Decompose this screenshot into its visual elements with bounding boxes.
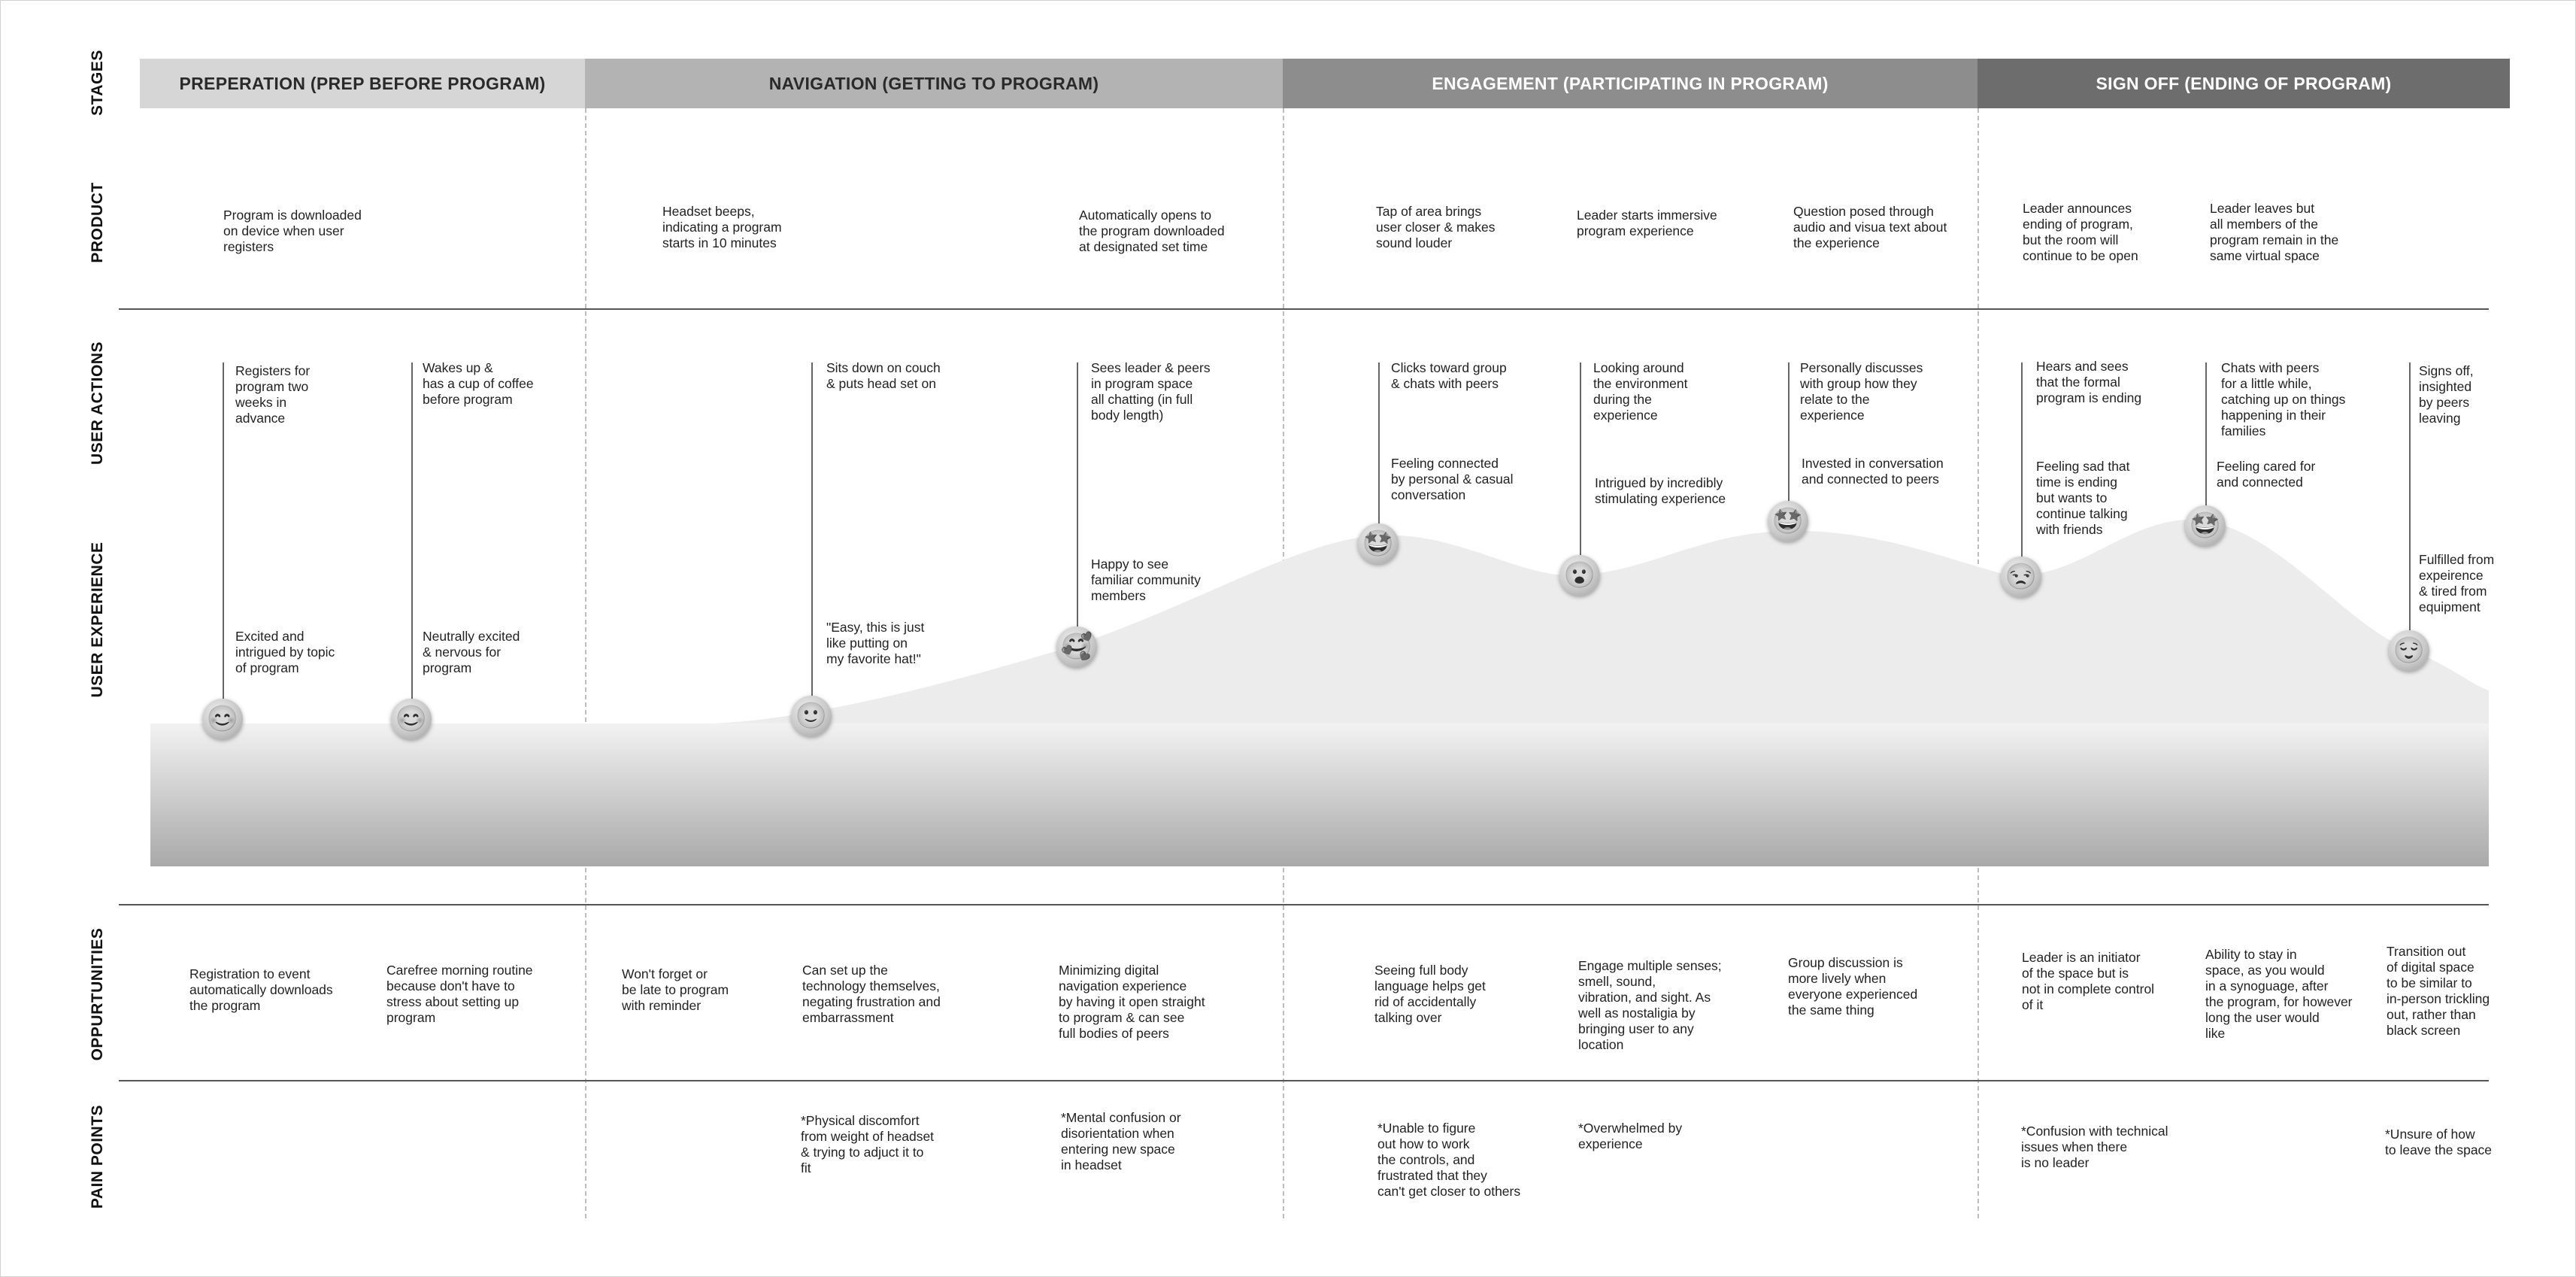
journey-pin: [2205, 362, 2207, 525]
user-action: Sits down on couch & puts head set on: [826, 360, 941, 391]
stage-preparation: PREPERATION (PREP BEFORE PROGRAM): [140, 59, 585, 108]
product-step: Question posed through audio and visua text about the experience: [1793, 204, 1947, 250]
product-step: Headset beeps, indicating a program starts in 10 minutes: [662, 204, 782, 250]
user-action: Sees leader & peers in program space all chatting (in full body length): [1091, 360, 1211, 423]
experience-note: Fulfilled from expeirence & tired from equipment: [2419, 552, 2495, 614]
user-action: Wakes up & has a cup of coffee before program: [423, 360, 534, 407]
user-action: Chats with peers for a little while, catching up on things happening in their families: [2221, 360, 2346, 438]
experience-note: Feeling connected by personal & casual conversation: [1391, 456, 1514, 502]
experience-base-band: [150, 723, 2489, 866]
journey-pin: [1378, 362, 1380, 543]
opportunity: Won't forget or be late to program with reminder: [622, 966, 729, 1013]
journey-pin: [811, 362, 813, 713]
opportunity: Carefree morning routine because don't have to stress about setting up program: [386, 963, 533, 1025]
product-step: Program is downloaded on device when user registers: [223, 208, 362, 254]
row-label-product: PRODUCT: [89, 182, 106, 263]
opportunity: Ability to stay in space, as you would in a synoguage, after the program, for however long the user would like: [2205, 947, 2353, 1041]
star-struck-face-icon: 🤩: [2185, 505, 2226, 546]
pain-point: *Confusion with technical issues when there is no leader: [2021, 1124, 2168, 1170]
row-label-stages: STAGES: [89, 50, 106, 116]
slight-smile-icon: 🙂: [791, 696, 832, 736]
smiling-face-icon: 😊: [202, 699, 243, 739]
journey-pin: [2021, 362, 2023, 575]
user-action: Hears and sees that the formal program is ending: [2036, 359, 2142, 405]
opportunity: Engage multiple senses; smell, sound, vibration, and sight. As well as nostaligia by bringing user to any location: [1578, 958, 1722, 1052]
product-step: Leader leaves but all members of the program remain in the same virtual space: [2210, 201, 2339, 263]
row-label-opportunities: OPPURTUNITIES: [89, 927, 106, 1061]
stage-sign-off: SIGN OFF (ENDING OF PROGRAM): [1977, 59, 2510, 108]
journey-pin: [1788, 362, 1790, 520]
opportunity: Can set up the technology themselves, negating frustration and embarrassment: [802, 963, 941, 1025]
product-step: Tap of area brings user closer & makes sound louder: [1376, 204, 1496, 250]
opportunity: Transition out of digital space to be similar to in-person trickling out, rather than black screen: [2387, 944, 2490, 1038]
row-label-pain-points: PAIN POINTS: [89, 1104, 106, 1209]
opportunity: Registration to event automatically downloads the program: [189, 966, 333, 1013]
surprised-face-icon: 😮: [1559, 555, 1600, 596]
experience-note: Neutrally excited & nervous for program: [423, 629, 520, 675]
experience-note: Feeling cared for and connected: [2217, 459, 2316, 490]
user-action: Registers for program two weeks in advance: [235, 363, 311, 426]
user-action: Looking around the environment during the experience: [1593, 360, 1688, 423]
opportunity: Leader is an initiator of the space but is not in complete control of it: [2022, 950, 2155, 1012]
pain-point: *Physical discomfort from weight of headset & trying to adjuct it to fit: [801, 1113, 935, 1175]
stage-navigation: NAVIGATION (GETTING TO PROGRAM): [585, 59, 1283, 108]
journey-pin: [223, 362, 224, 716]
pain-point: *Mental confusion or disorientation when entering new space in headset: [1061, 1110, 1181, 1172]
experience-note: Excited and intrigued by topic of program: [235, 629, 335, 675]
user-action: Signs off, insighted by peers leaving: [2419, 363, 2474, 426]
opportunity: Group discussion is more lively when everyone experienced the same thing: [1788, 955, 1918, 1018]
sad-face-icon: 😒: [2001, 557, 2041, 597]
heart-eyes-face-icon: 🥰: [1056, 626, 1097, 667]
pain-point: *Overwhelmed by experience: [1578, 1121, 1683, 1151]
product-step: Leader starts immersive program experience: [1577, 208, 1717, 238]
pain-point: *Unable to figure out how to work the controls, and frustrated that they can't get closer to others: [1377, 1121, 1521, 1199]
stage-engagement: ENGAGEMENT (PARTICIPATING IN PROGRAM): [1283, 59, 1977, 108]
relieved-face-icon: 😌: [2389, 630, 2429, 671]
journey-pin: [411, 362, 413, 716]
opportunity: Seeing full body language helps get rid of accidentally talking over: [1374, 963, 1486, 1025]
opportunity: Minimizing digital navigation experience by having it open straight to program & can see full bodies of peers: [1059, 963, 1205, 1041]
product-step: Automatically opens to the program downloaded at designated set time: [1079, 208, 1225, 254]
experience-note: Intrigued by incredibly stimulating experience: [1595, 475, 1726, 506]
experience-note: "Easy, this is just like putting on my favorite hat!": [826, 620, 925, 666]
smiling-face-icon: 😊: [391, 699, 432, 739]
experience-note: Invested in conversation and connected to peers: [1802, 456, 1944, 487]
journey-pin: [1077, 362, 1078, 645]
row-label-user-actions: USER ACTIONS: [89, 341, 106, 465]
journey-pin: [1580, 362, 1581, 575]
experience-note: Happy to see familiar community members: [1091, 557, 1201, 603]
user-action: Clicks toward group & chats with peers: [1391, 360, 1507, 391]
product-step: Leader announces ending of program, but the room will continue to be open: [2023, 201, 2138, 263]
user-action: Personally discusses with group how they relate to the experience: [1800, 360, 1923, 423]
star-struck-face-icon: 🤩: [1768, 501, 1808, 541]
pain-point: *Unsure of how to leave the space: [2385, 1127, 2493, 1157]
journey-pin: [2409, 362, 2411, 650]
experience-note: Feeling sad that time is ending but wants to continue talking with friends: [2036, 459, 2130, 537]
star-struck-face-icon: 🤩: [1358, 523, 1399, 564]
experience-curve: [150, 520, 2489, 723]
row-label-user-experience: USER EXPERIENCE: [89, 541, 106, 698]
